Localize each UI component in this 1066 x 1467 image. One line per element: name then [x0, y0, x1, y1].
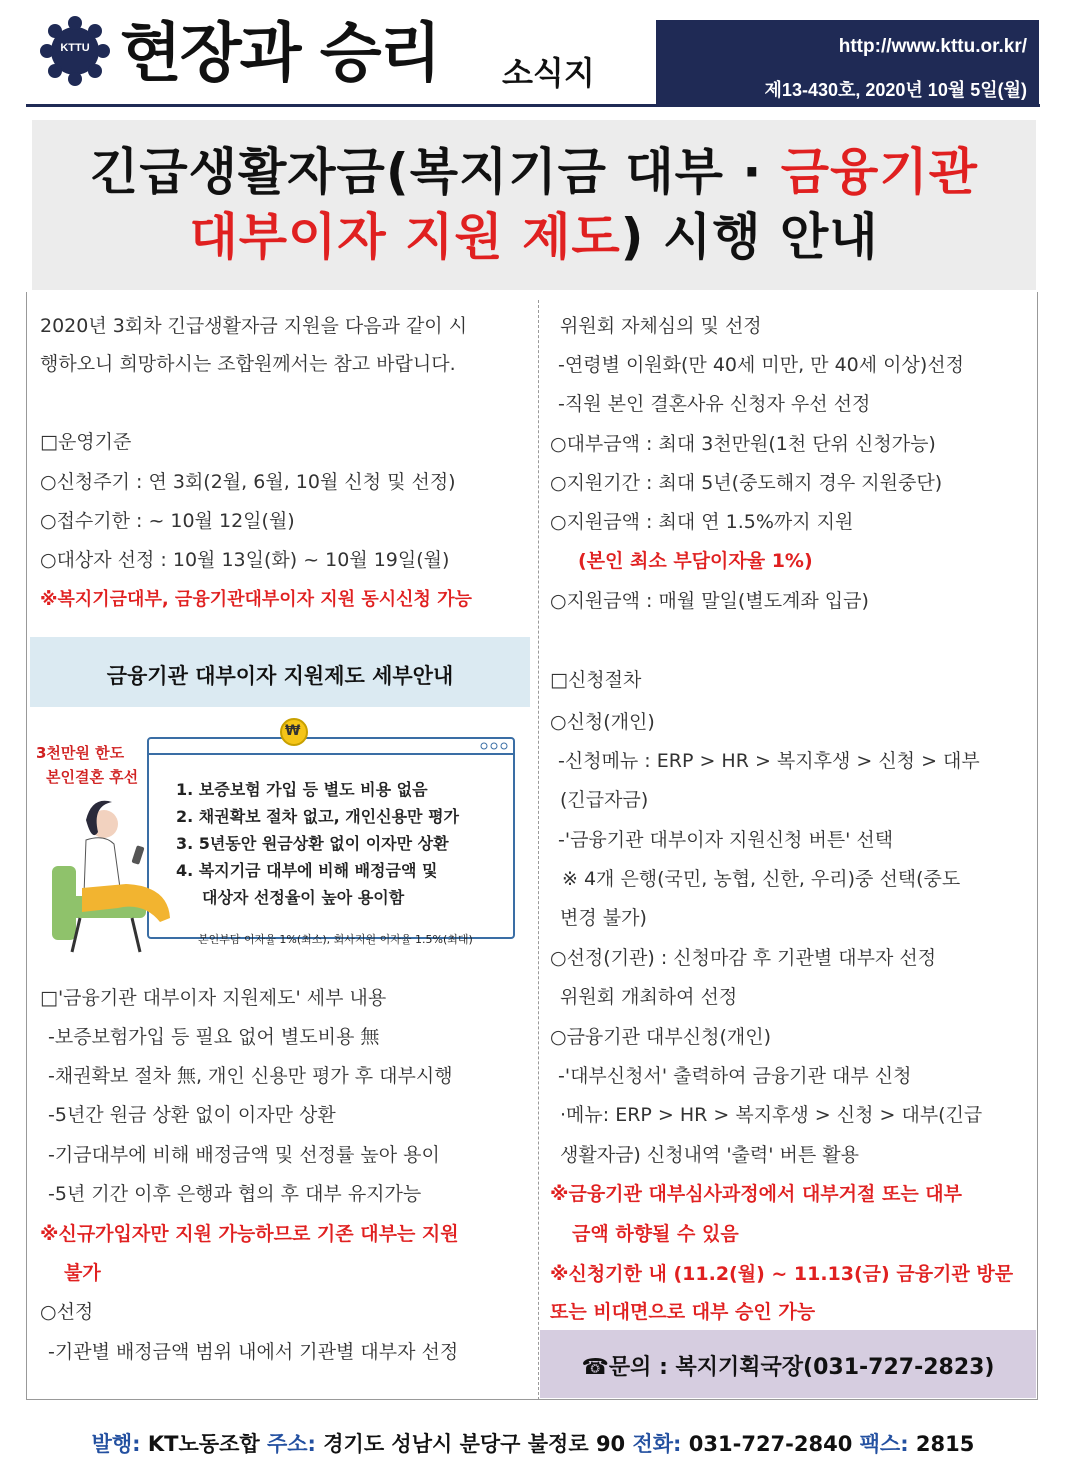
section-heading: □'금융기관 대부이자 지원제도' 세부 내용 [40, 987, 387, 1009]
header-info-box [656, 20, 1039, 104]
list-item: -'대부신청서' 출력하여 금융기관 대부 신청 [558, 1065, 912, 1087]
list-item: -기금대부에 비해 배정금액 및 선정률 높아 용이 [48, 1144, 440, 1166]
list-item: ○신청주기 : 연 3회(2월, 6월, 10월 신청 및 선정) [40, 471, 456, 493]
illustration-note: 본인부담 이자율 1%(최소), 회사지원 이자율 1.5%(최대) [198, 933, 473, 946]
list-item: -5년간 원금 상환 없이 이자만 상환 [48, 1104, 336, 1126]
issue-date: 제13-430호, 2020년 10월 5일(월) [764, 80, 1027, 100]
note-text: ※신규가입자만 지원 가능하므로 기존 대부는 지원 [40, 1223, 459, 1245]
list-item: -연령별 이원화(만 40세 미만, 만 40세 이상)선정 [558, 354, 964, 376]
list-item: 변경 불가) [560, 907, 647, 929]
headline-line-1 [32, 132, 1036, 204]
footer [30, 1428, 1036, 1458]
note-text: ※복지기금대부, 금융기관대부이자 지원 동시신청 가능 [40, 589, 472, 610]
intro-line-1: 2020년 3회차 긴급생활자금 지원을 다음과 같이 시 [40, 315, 468, 337]
footer-value: 경기도 성남시 분당구 불정로 90 [315, 1432, 633, 1456]
contact-info: ☎문의 : 복지기획국장(031-727-2823) [581, 1355, 995, 1380]
list-item: 위원회 개최하여 선정 [560, 986, 738, 1008]
won-coin-icon: ₩ [285, 723, 301, 739]
headline-text: ) 시행 안내 [620, 208, 879, 266]
footer-value: 031-727-2840 [681, 1432, 860, 1456]
headline-highlight: 금융기관 [780, 143, 978, 201]
section-heading: □신청절차 [550, 669, 642, 691]
illustration-item: 2. 채권확보 절차 없고, 개인신용만 평가 [176, 807, 459, 826]
subsection-title: 금융기관 대부이자 지원제도 세부안내 [106, 664, 454, 688]
footer-label: 발행: [91, 1432, 141, 1456]
masthead-title: 현장과 승리 [120, 16, 440, 91]
list-item: ○선정(기관) : 신청마감 후 기관별 대부자 선정 [550, 947, 937, 969]
note-text: 금액 하향될 수 있음 [572, 1223, 739, 1245]
list-item: ○대상자 선정 : 10월 13일(화) ~ 10월 19일(월) [40, 549, 450, 571]
intro-line-2: 행하오니 희망하시는 조합원께서는 참고 바랍니다. [40, 353, 456, 375]
headline-highlight: 대부이자 지원 제도 [189, 208, 621, 266]
list-item: ○지원기간 : 최대 5년(중도해지 경우 지원중단) [550, 472, 943, 494]
list-item: -직원 본인 결혼사유 신청자 우선 선정 [558, 393, 871, 415]
masthead-subtitle: 소식지 [502, 54, 595, 92]
illustration-side-label-2: 본인결혼 후선 [46, 768, 139, 786]
section-heading: □운영기준 [40, 431, 132, 453]
illustration-item: 4. 복지기금 대부에 비해 배정금액 및 [176, 861, 438, 880]
header-rule [26, 104, 1040, 107]
list-item: 생활자금) 신청내역 '출력' 버튼 활용 [560, 1144, 859, 1166]
website-url[interactable]: http://www.kttu.or.kr/ [838, 36, 1027, 57]
note-text: (본인 최소 부담이자율 1%) [578, 550, 813, 572]
footer-label: 주소: [266, 1432, 316, 1456]
list-item: ○금융기관 대부신청(개인) [550, 1026, 771, 1048]
headline-line-2 [32, 197, 1036, 269]
illustration-item: 1. 보증보험 가입 등 별도 비용 없음 [176, 780, 428, 799]
list-item: ○접수기한 : ~ 10월 12일(월) [40, 510, 295, 532]
list-item: -채권확보 절차 無, 개인 신용만 평가 후 대부시행 [48, 1065, 453, 1087]
list-item: ○신청(개인) [550, 711, 655, 733]
logo-text: KTTU [60, 42, 90, 54]
list-item: -기관별 배정금액 범위 내에서 기관별 대부자 선정 [48, 1341, 459, 1363]
note-text: 불가 [64, 1262, 101, 1284]
illustration-side-label-1: 3천만원 한도 [36, 744, 125, 762]
illustration-list [176, 776, 459, 911]
list-item: -'금융기관 대부이자 지원신청 버튼' 선택 [558, 829, 894, 851]
headline-text: 긴급생활자금(복지기금 대부 · [90, 143, 781, 201]
footer-value: KT노동조합 [140, 1432, 267, 1456]
list-item: -5년 기간 이후 은행과 협의 후 대부 유지가능 [48, 1183, 422, 1205]
list-item: ○선정 [40, 1301, 94, 1323]
illustration-item: 대상자 선정율이 높아 용이함 [202, 888, 405, 907]
footer-label: 전화: [632, 1432, 682, 1456]
note-text: ※금융기관 대부심사과정에서 대부거절 또는 대부 [550, 1183, 963, 1205]
list-item: ○지원금액 : 매월 말일(별도계좌 입금) [550, 590, 869, 612]
list-item: (긴급자금) [560, 789, 649, 811]
list-item: 위원회 자체심의 및 선정 [560, 315, 762, 337]
list-item: ·메뉴: ERP > HR > 복지후생 > 신청 > 대부(긴급 [560, 1104, 983, 1126]
list-item: -보증보험가입 등 필요 없어 별도비용 無 [48, 1026, 380, 1048]
list-item: -신청메뉴 : ERP > HR > 복지후생 > 신청 > 대부 [558, 750, 980, 772]
note-text: ※신청기한 내 (11.2(월) ~ 11.13(금) 금융기관 방문 [550, 1263, 1014, 1285]
footer-value: 2815 [908, 1432, 975, 1456]
note-text: 또는 비대면으로 대부 승인 가능 [550, 1301, 816, 1323]
illustration-item: 3. 5년동안 원금상환 없이 이자만 상환 [176, 834, 449, 853]
column-divider [538, 300, 539, 1400]
footer-label: 팩스: [859, 1432, 909, 1456]
list-item: ※ 4개 은행(국민, 농협, 신한, 우리)중 선택(중도 [562, 868, 961, 890]
list-item: ○지원금액 : 최대 연 1.5%까지 지원 [550, 511, 854, 533]
list-item: ○대부금액 : 최대 3천만원(1천 단위 신청가능) [550, 433, 936, 455]
